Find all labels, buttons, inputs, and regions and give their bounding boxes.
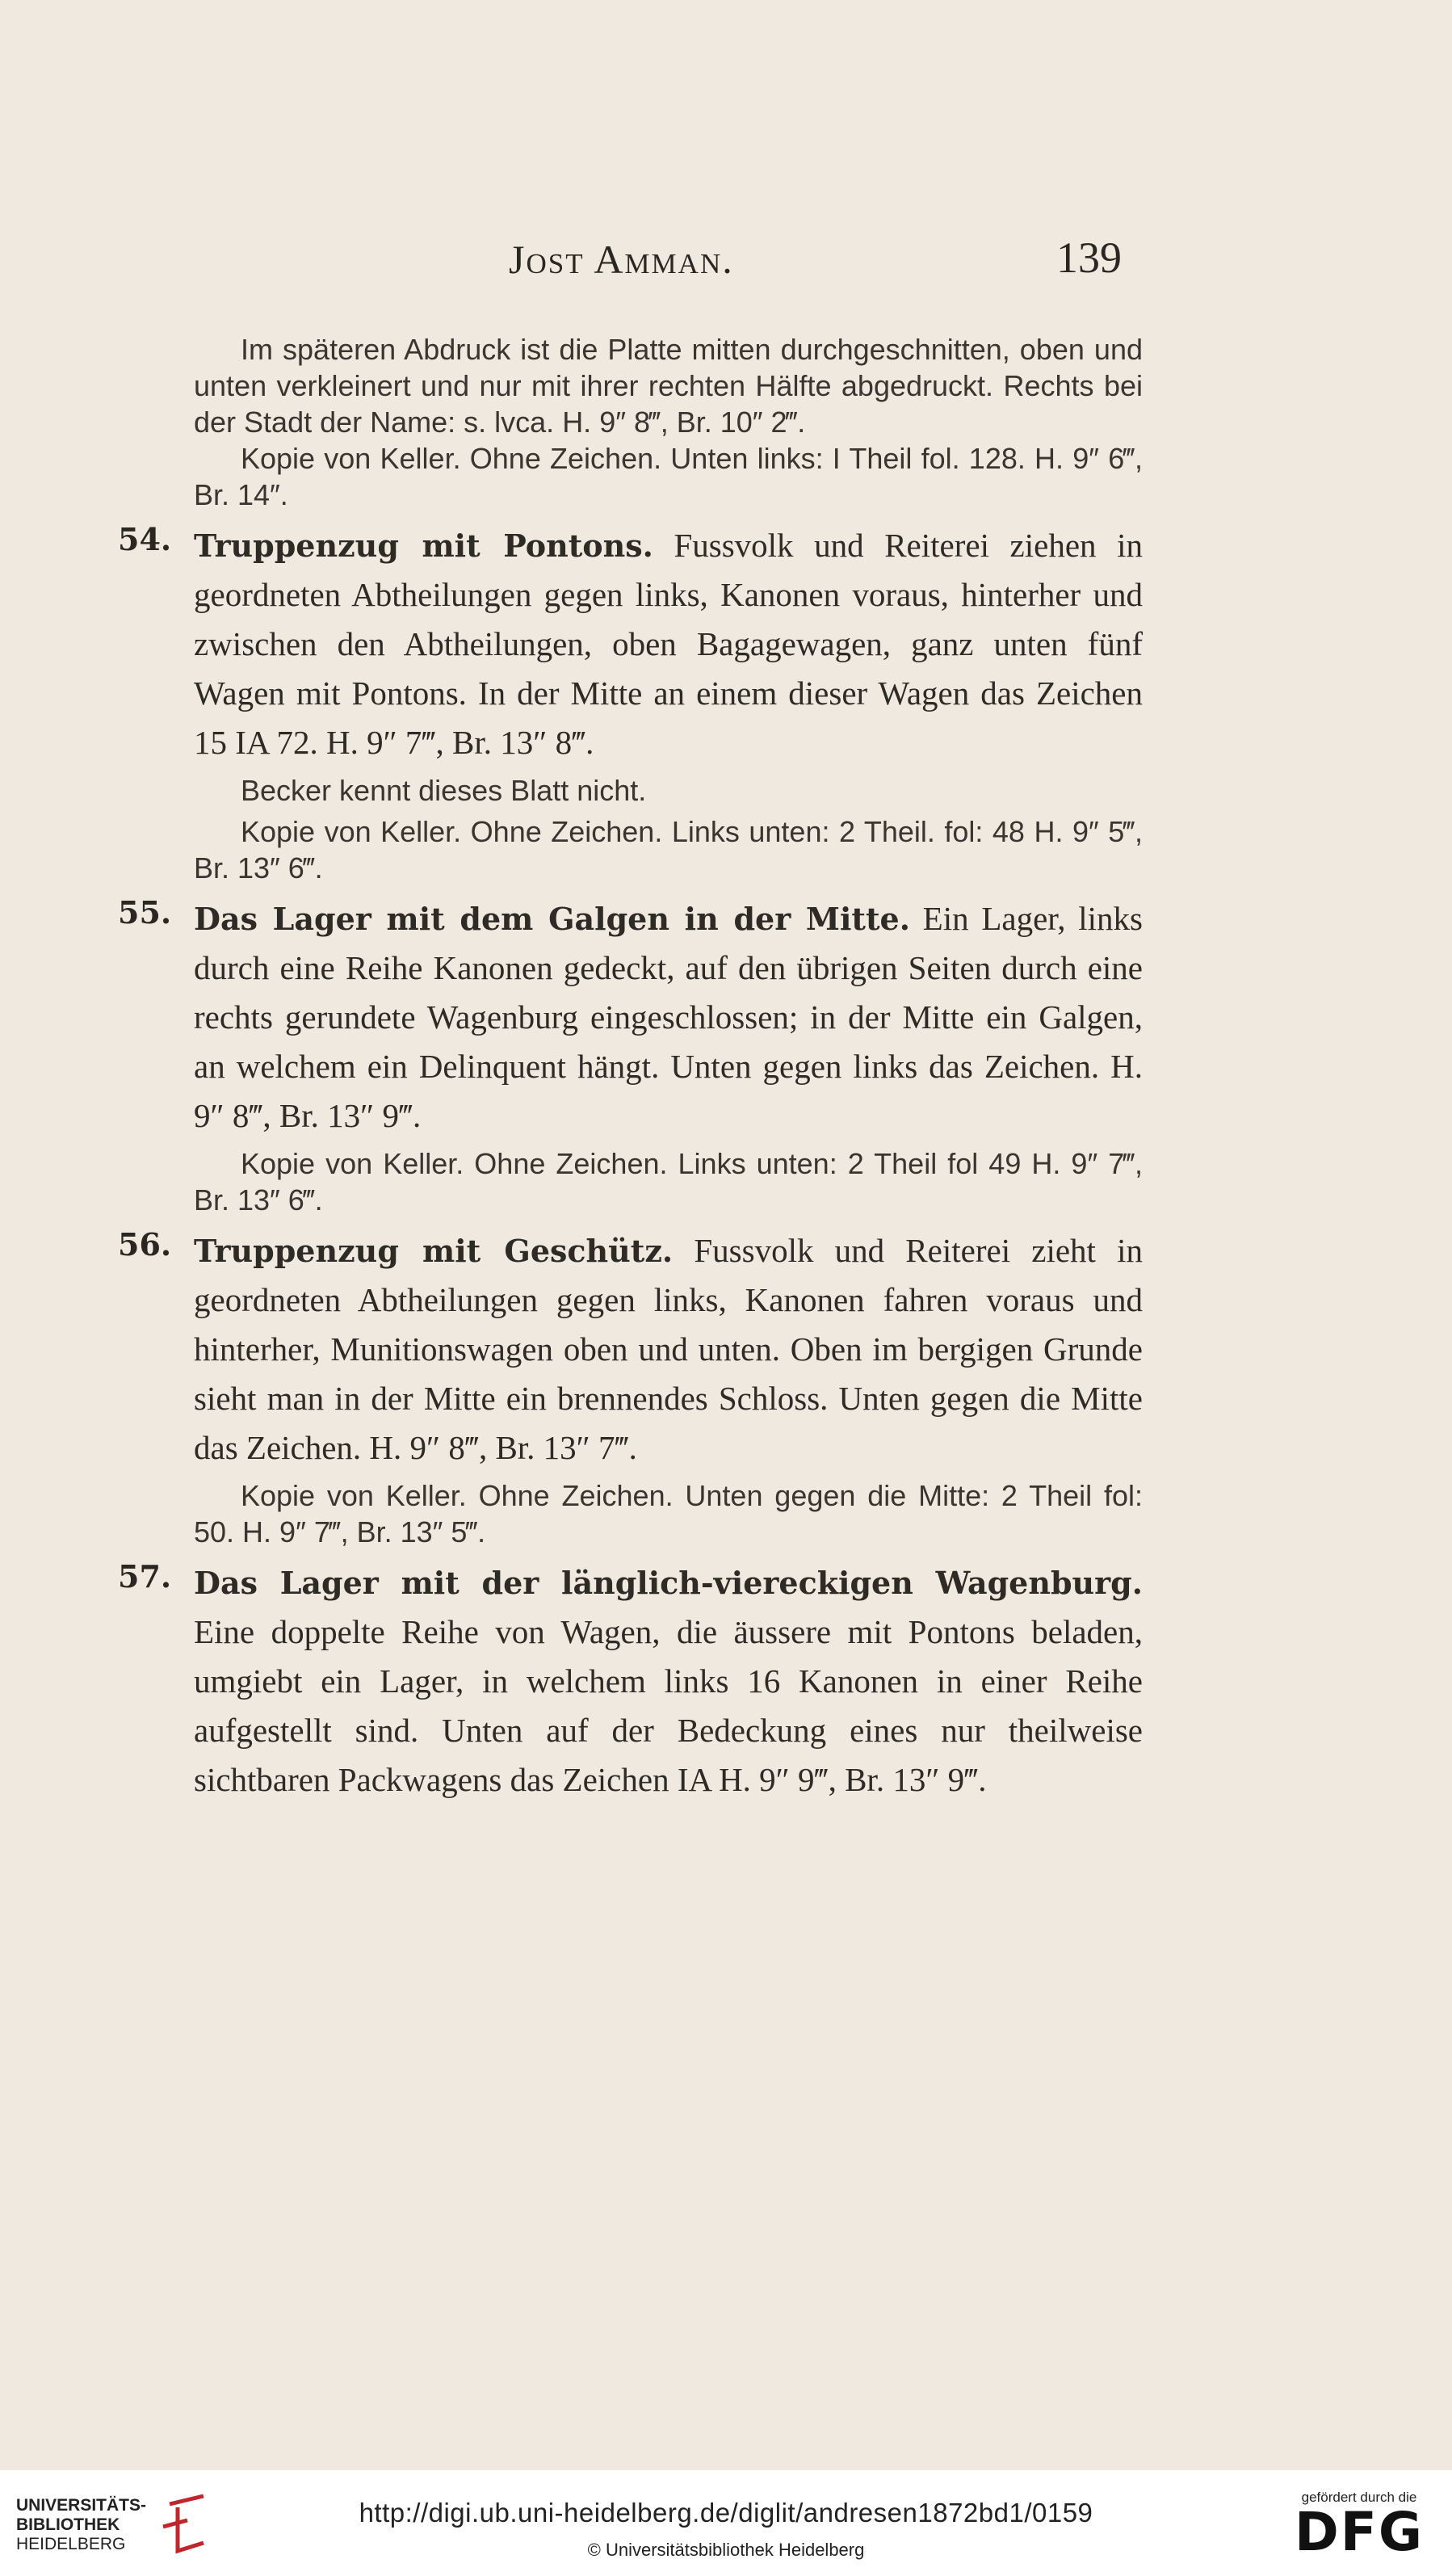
entry-kopie: Kopie von Keller. Ohne Zeichen. Unten gegen die Mitte: 2 Theil fol: 50. H. 9″ 7‴, Br. 13″ 5‴. xyxy=(194,1479,1143,1549)
page-number: 139 xyxy=(1056,233,1122,282)
intro-paragraph: Im späteren Abdruck ist die Platte mitten durchgeschnitten, oben und unten verkleinert und nur mit ihrer rechten Hälfte abgedruckt. Rechts bei der Stadt der Name: s. lvca. H. 9″ 8‴, Br. 10″ 2‴. xyxy=(194,333,1143,439)
entry-paragraph xyxy=(194,1226,1143,1473)
permalink-url[interactable]: http://digi.ub.uni-heidelberg.de/diglit/andresen1872bd1/0159 xyxy=(359,2498,1093,2528)
intro-kopie: Kopie von Keller. Ohne Zeichen. Unten links: I Theil fol. 128. H. 9″ 6‴, Br. 14″. xyxy=(194,442,1143,511)
catalog-entry xyxy=(118,894,1144,1218)
viewer-footer xyxy=(0,2470,1452,2576)
entry-title: Das Lager mit der länglich-viereckigen Wagenburg. xyxy=(194,1565,1143,1601)
library-name: UNIVERSITÄTS- BIBLIOTHEK HEIDELBERG xyxy=(16,2496,147,2553)
entry-title: Truppenzug mit Pontons. xyxy=(194,527,653,564)
running-title: Jost Amman. xyxy=(509,237,734,282)
funding-caption: gefördert durch die xyxy=(1301,2490,1417,2505)
catalog-entry xyxy=(118,1226,1143,1550)
dfg-funding-logo[interactable] xyxy=(1290,2490,1428,2563)
catalog-entry xyxy=(118,521,1144,886)
entry-number: 56. xyxy=(118,1226,172,1263)
entry-title: Das Lager mit dem Galgen in der Mitte. xyxy=(194,901,910,937)
running-header xyxy=(0,233,1452,284)
entry-number: 54. xyxy=(118,521,172,557)
entry-text: Fussvolk und Reiterei zieht in geordneten Abtheilungen gegen links, Kanonen fahren voraus und hinterher, Munitionswagen oben und unten. Oben im bergigen Grunde sieht man in der Mitte ein brennendes Schloss. Unten gegen die Mitte das Zeichen. H. 9″ 8‴, Br. 13″ 7‴. xyxy=(194,1232,1143,1466)
entry-kopie: Kopie von Keller. Ohne Zeichen. Links unten: 2 Theil fol 49 H. 9″ 7‴, Br. 13″ 6‴. xyxy=(194,1147,1143,1217)
entry-number: 55. xyxy=(118,894,172,931)
entry-kopie: Kopie von Keller. Ohne Zeichen. Links unten: 2 Theil. fol: 48 H. 9″ 5‴, Br. 13″ 6‴. xyxy=(194,815,1143,885)
copyright-notice: © Universitätsbibliothek Heidelberg xyxy=(587,2540,865,2560)
entry-number: 57. xyxy=(118,1558,172,1595)
entry-note: Becker kennt dieses Blatt nicht. xyxy=(241,774,647,807)
entry-title: Truppenzug mit Geschütz. xyxy=(194,1233,674,1269)
entry-text: Fussvolk und Reiterei ziehen in geordneten Abtheilungen gegen links, Kanonen voraus, hinterher und zwischen den Abtheilungen, oben Bagagewagen, ganz unten fünf Wagen mit Pontons. In der Mitte an einem dieser Wagen das Zeichen 15 IA 72. H. 9″ 7‴, Br. 13″ 8‴. xyxy=(194,527,1144,761)
dfg-logo-icon: DFG xyxy=(1294,2501,1425,2563)
page-body xyxy=(118,331,1144,1805)
entry-text: Eine doppelte Reihe von Wagen, die äussere mit Pontons beladen, umgiebt ein Lager, in welchem links 16 Kanonen in einer Reihe aufgestellt sind. Unten auf der Bedeckung eines nur theilweise sichtbaren Packwagens das Zeichen IA H. 9″ 9‴, Br. 13″ 9‴. xyxy=(194,1613,1143,1798)
entry-paragraph xyxy=(194,894,1143,1141)
entry-paragraph xyxy=(194,521,1143,767)
catalog-entry xyxy=(118,1558,1143,1805)
entry-paragraph xyxy=(194,1558,1143,1805)
entry-text: Ein Lager, links durch eine Reihe Kanonen gedeckt, auf den übrigen Seiten durch eine rechts gerundete Wagenburg eingeschlossen; in der Mitte ein Galgen, an welchem ein Delinquent hängt. Unten gegen links das Zeichen. H. 9″ 8‴, Br. 13″ 9‴. xyxy=(194,900,1144,1134)
